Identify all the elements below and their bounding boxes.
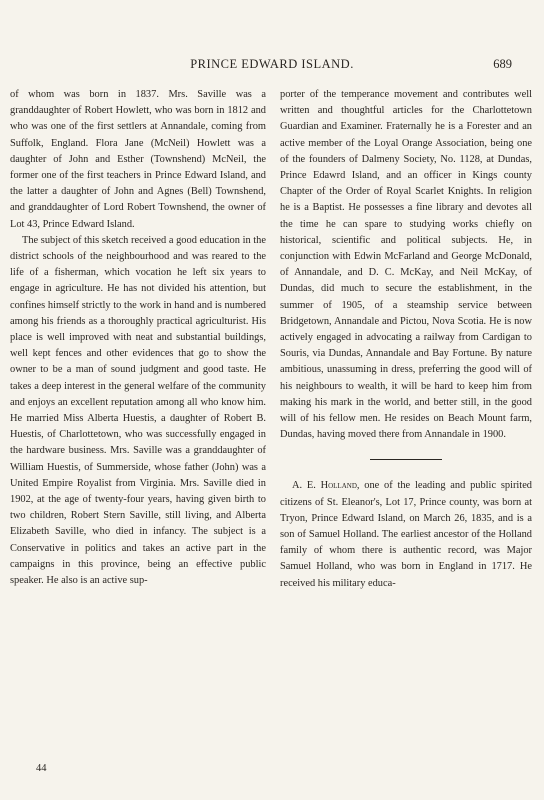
paragraph-holland [280, 478, 532, 591]
page-number: 689 [493, 57, 512, 71]
section-divider [370, 459, 442, 460]
right-column [280, 87, 532, 592]
paragraph-continuation: of whom was born in 1837. Mrs. Saville was a granddaughter of Robert Howlett, who was born in 1812 and who was one of the first settlers at Annandale, coming from Suffolk, England. Flora Jane (McNeil) Howlett was a daughter of John and Esther (Townshend) McNeil, the former one of the first teachers in Prince Edward Island, and the latter a daughter of John and Agnes (Bell) Townshend, and granddaughter of Lord Robert Townshend, the owner of Lot 43, Prince Edward Island. [10, 89, 266, 230]
signature-mark: 44 [36, 763, 47, 774]
entry-text: one of the leading and public spirited citizens of St. Eleanor's, Lot 17, Prince county, was born at Tryon, Prince Edward Island, on March 26, 1835, and is a son of Samuel Holland. The earliest ancestor of the Holland family of whom there is authentic record, was Major Samuel Holland, who was born in England in 1717. He received his military educa- [280, 480, 532, 589]
running-header: PRINCE EDWARD ISLAND. [190, 57, 354, 71]
left-column [10, 87, 266, 589]
paragraph-continuation-right: porter of the temperance movement and contributes well written and thoughtful articles for the Charlottetown Guardian and Examiner. Fraternally he is a Forester and an active member of the Loyal Orange Association, being one of the founders of Dalmeny Society, No. 1128, at Dundas, Prince Edawrd Island, and an officer in Kings county Chapter of the Order of Royal Scarlet Knights. In religion he is a Baptist. He possesses a fine library and devotes all the time he can spare to studying works chiefly on historical, scientific and political subjects. He, in conjunction with Edwin McFarland and George McDonald, of Annandale, and D. C. McKay, and Neil McKay, of Dundas, did much to secure the establishment, in the summer of 1905, of a steamship service between Bridgetown, Annandale and Pictou, Nova Scotia. He is now actively engaged in advocating a railway from Cardigan to Souris, via Dundas, Annandale and Bay Fortune. By nature ambitious, unassuming in dress, preferring the good will of his neighbours to wealth, it will be hard to keep him from making his mark in the world, and better still, in the good will of his fellow men. He resides on Beach Mount farm, Dundas, having moved there from Annandale in 1900. [280, 89, 532, 441]
entry-name: A. E. Holland, [292, 480, 360, 492]
paragraph-subject: The subject of this sketch received a good education in the district schools of the neighbourhood and was reared to the life of a fisherman, which vocation he left six years to engage in agriculture. He has not divided his attention, but confines himself strictly to the work in hand and is numbered among his friends as a thoroughly practical agriculturist. His place is well improved with neat and substantial buildings, well kept fences and other evidences that go to show the owner to be a man of sound judgment and good taste. He takes a deep interest in the general welfare of the community and enjoys an excellent reputation among all who know him. He married Miss Alberta Huestis, a daughter of Robert B. Huestis, of Charlottetown, who was successfully engaged in the hardware business. Mrs. Saville was a granddaughter of William Huestis, of Summerside, whose father (John) was a United Empire Royalist from Virginia. Mrs. Saville died in 1902, at the age of twenty-four years, having given birth to two children, Robert Stern Saville, still living, and Alberta Elizabeth Saville, who died in infancy. The subject is a Conservative in politics and takes an active part in the campaigns in this province, being an effective public speaker. He also is an active sup- [10, 234, 266, 587]
